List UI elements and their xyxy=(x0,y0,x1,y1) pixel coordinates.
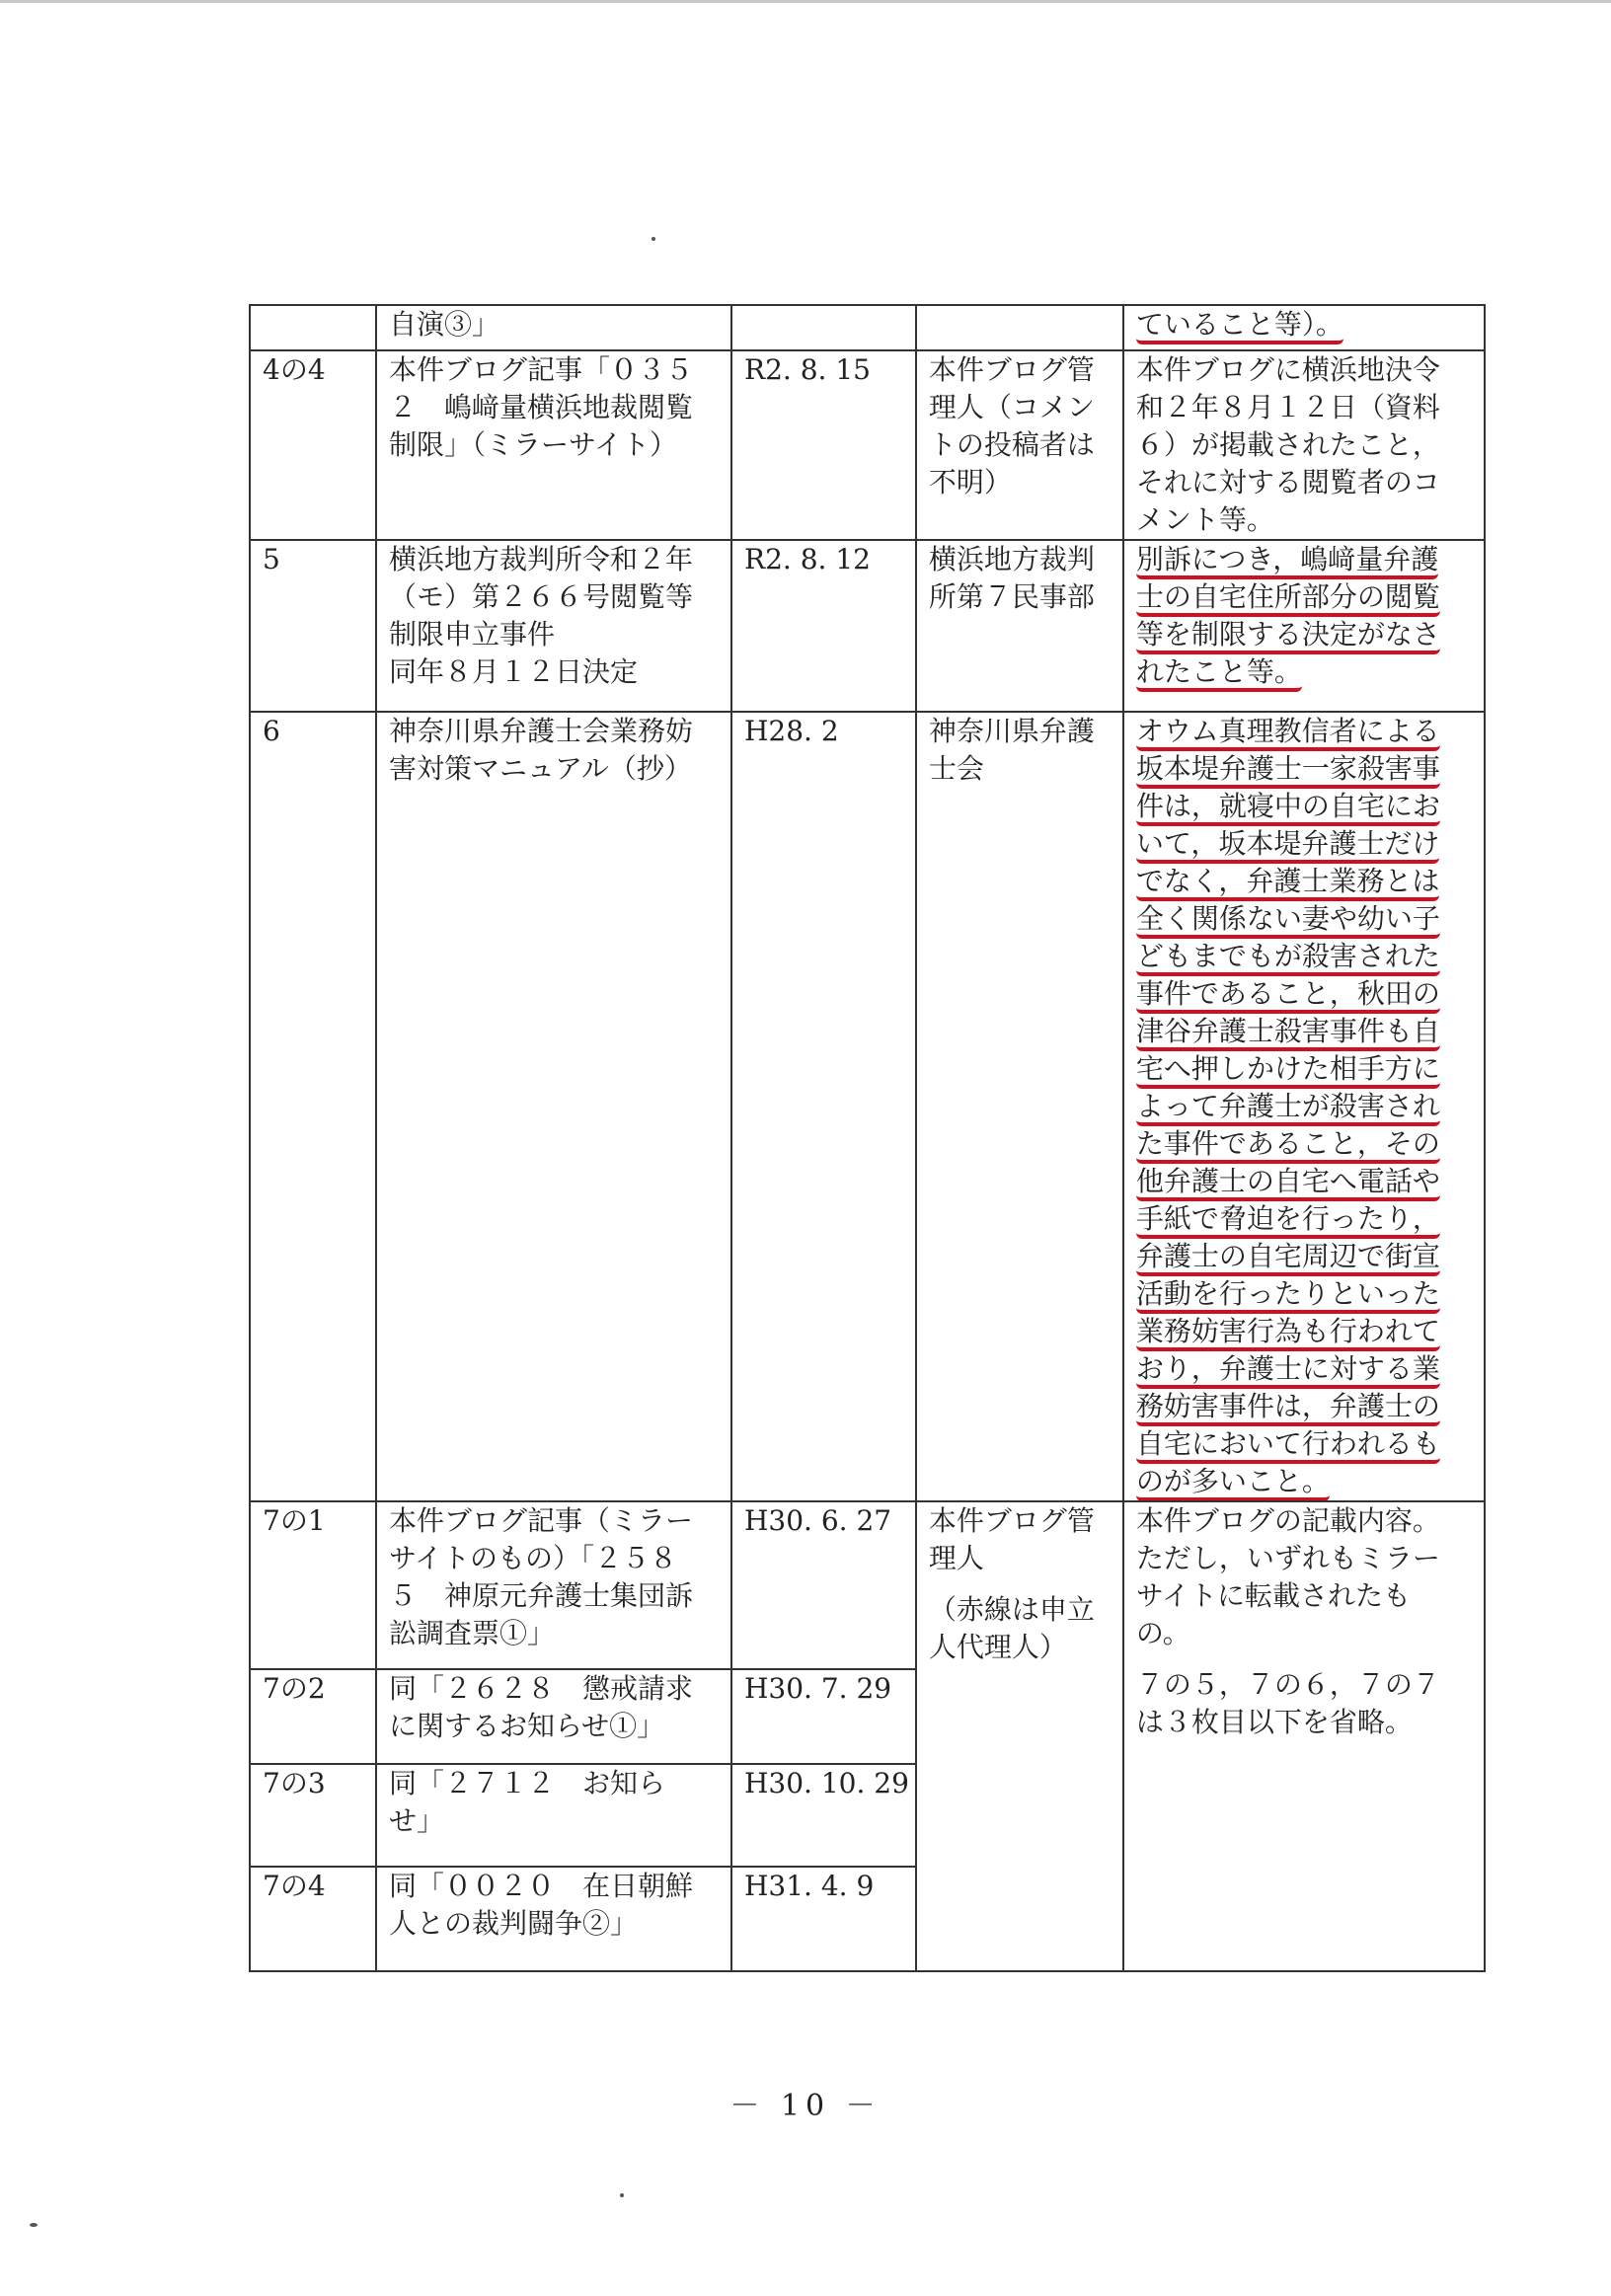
underlined-text: 自宅において行われるも xyxy=(1136,1427,1440,1464)
text-run: 制限」（ミラーサイト） xyxy=(389,428,678,461)
text-run: 理人 xyxy=(928,1542,984,1574)
cell-title xyxy=(376,1501,731,1669)
author-note-line xyxy=(929,1591,1116,1629)
text-run: 理人（コメン xyxy=(928,391,1095,423)
content-line xyxy=(1136,1313,1478,1350)
content-line xyxy=(1136,653,1478,691)
content-line xyxy=(1136,863,1478,900)
cell-author xyxy=(916,540,1123,712)
cell-evidence-number xyxy=(250,1669,376,1764)
text-run: （赤線は申立 xyxy=(928,1593,1095,1626)
text-run: 制限申立事件 xyxy=(389,618,556,651)
text-run: サイトに転載されたも xyxy=(1135,1579,1411,1612)
evidence-table xyxy=(249,304,1486,1972)
underlined-text: よって弁護士が殺害され xyxy=(1136,1090,1440,1126)
title-line xyxy=(389,653,725,691)
content-line xyxy=(1136,1275,1478,1313)
underlined-text: どもまでもが殺害された xyxy=(1136,940,1440,976)
title-line xyxy=(389,351,725,389)
title-line xyxy=(389,541,725,578)
title-line xyxy=(389,1540,725,1577)
content-line xyxy=(1136,351,1478,389)
cell-date xyxy=(731,1501,916,1669)
underlined-text: 津谷弁護士殺害事件も自 xyxy=(1136,1015,1440,1051)
title-line xyxy=(389,1765,725,1802)
author-line xyxy=(929,351,1116,389)
title-line xyxy=(389,1577,725,1615)
author-note-line xyxy=(929,1629,1116,1666)
title-line xyxy=(389,1670,725,1708)
underlined-text: 士の自宅住所部分の閲覧 xyxy=(1136,580,1440,617)
text-run: 自演③」 xyxy=(389,308,500,341)
text-run: 同「２７１２ お知ら xyxy=(389,1767,666,1799)
spacer xyxy=(1136,1652,1478,1666)
cell-title xyxy=(376,712,731,1501)
underlined-text: おり，弁護士に対する業 xyxy=(1136,1352,1440,1389)
spacer xyxy=(929,1577,1116,1591)
cell-date xyxy=(731,712,916,1501)
content-note-line xyxy=(1136,1704,1478,1741)
content-line xyxy=(1136,825,1478,863)
cell-evidence-number xyxy=(250,712,376,1501)
content-line xyxy=(1136,464,1478,501)
text-run: 横浜地方裁判 xyxy=(928,543,1095,575)
title-line xyxy=(389,616,725,653)
table-row xyxy=(250,350,1485,540)
text-run: 人代理人） xyxy=(928,1631,1067,1663)
cell-date xyxy=(731,1867,916,1971)
document-date: R2. 8. 12 xyxy=(744,543,871,575)
underlined-text: 全く関係ない妻や幼い子 xyxy=(1136,902,1440,939)
scan-speck xyxy=(652,237,655,241)
content-line xyxy=(1136,1502,1478,1540)
cell-evidence-number xyxy=(250,1867,376,1971)
document-date: H30. 10. 29 xyxy=(744,1767,909,1799)
underlined-text: 事件であること，秋田の xyxy=(1136,977,1440,1014)
underlined-text: 坂本堤弁護士一家殺害事 xyxy=(1136,752,1440,789)
author-line xyxy=(929,426,1116,464)
evidence-number: 7の1 xyxy=(263,1504,326,1537)
text-run: は３枚目以下を省略。 xyxy=(1135,1706,1413,1738)
cell-title xyxy=(376,305,731,350)
text-run: 不明） xyxy=(928,466,1012,498)
document-date: H30. 7. 29 xyxy=(744,1672,892,1705)
cell-date xyxy=(731,1764,916,1867)
title-line xyxy=(389,1708,725,1745)
underlined-text: れたこと等。 xyxy=(1136,655,1302,692)
content-line xyxy=(1136,426,1478,464)
author-line xyxy=(929,578,1116,616)
text-run: 本件ブログに横浜地決令 xyxy=(1135,353,1440,386)
page-number: － 10 － xyxy=(729,2089,882,2123)
cell-author xyxy=(916,305,1123,350)
text-run: 所第７民事部 xyxy=(928,580,1095,613)
text-run: 本件ブログの記載内容。 xyxy=(1135,1504,1440,1537)
title-line xyxy=(389,750,725,788)
content-line xyxy=(1136,616,1478,653)
content-line xyxy=(1136,578,1478,616)
underlined-text: 宅へ押しかけた相手方に xyxy=(1136,1052,1440,1089)
title-line xyxy=(389,426,725,464)
table-row xyxy=(250,305,1485,350)
text-run: サイトのもの）「２５８ xyxy=(389,1542,678,1574)
cell-proof-content xyxy=(1123,350,1485,540)
cell-date xyxy=(731,305,916,350)
cell-title xyxy=(376,1764,731,1867)
text-run: 本件ブログ管 xyxy=(928,1504,1095,1537)
underlined-text: オウム真理教信者による xyxy=(1136,715,1440,751)
evidence-number: 7の2 xyxy=(263,1672,326,1705)
title-line xyxy=(389,1502,725,1540)
cell-evidence-number xyxy=(250,1501,376,1669)
content-line xyxy=(1136,1200,1478,1238)
cell-title xyxy=(376,1669,731,1764)
underlined-text: た事件であること，その xyxy=(1136,1127,1440,1164)
text-run: 士会 xyxy=(928,752,984,785)
cell-evidence-number xyxy=(250,1764,376,1867)
content-line xyxy=(1136,501,1478,539)
content-line xyxy=(1136,1388,1478,1425)
text-run: （モ）第２６６号閲覧等 xyxy=(389,580,694,613)
table-row xyxy=(250,1501,1485,1669)
cell-evidence-number xyxy=(250,540,376,712)
content-line xyxy=(1136,788,1478,825)
cell-evidence-number xyxy=(250,305,376,350)
cell-proof-content xyxy=(1123,305,1485,350)
document-date: H28. 2 xyxy=(744,715,839,747)
content-line xyxy=(1136,1013,1478,1050)
cell-proof-content xyxy=(1123,712,1485,1501)
text-run: 本件ブログ記事（ミラー xyxy=(389,1504,694,1537)
title-line xyxy=(389,578,725,616)
text-run: 同「００２０ 在日朝鮮 xyxy=(389,1870,694,1902)
underlined-text: 他弁護士の自宅へ電話や xyxy=(1136,1165,1440,1201)
cell-author xyxy=(916,350,1123,540)
content-line xyxy=(1136,1163,1478,1200)
underlined-text: 手紙で脅迫を行ったり， xyxy=(1136,1202,1440,1239)
text-run: 訟調査票①」 xyxy=(389,1617,556,1649)
underlined-text: 務妨害事件は，弁護士の xyxy=(1136,1390,1440,1426)
evidence-number: 4の4 xyxy=(263,353,326,386)
author-line xyxy=(929,389,1116,426)
text-run: 同年８月１２日決定 xyxy=(389,655,639,688)
underlined-text: 等を制限する決定がなさ xyxy=(1136,618,1440,654)
evidence-number: 5 xyxy=(263,543,280,575)
evidence-number: 7の3 xyxy=(263,1767,326,1799)
content-line xyxy=(1136,975,1478,1013)
text-run: 和２年８月１２日（資料 xyxy=(1135,391,1440,423)
text-run: 神奈川県弁護 xyxy=(928,715,1095,747)
title-line xyxy=(389,1802,725,1840)
evidence-number: 6 xyxy=(263,715,280,747)
content-line xyxy=(1136,1615,1478,1652)
document-date: H30. 6. 27 xyxy=(744,1504,892,1537)
text-run: それに対する閲覧者のコ xyxy=(1135,466,1440,498)
evidence-table-body xyxy=(250,305,1485,1971)
scan-speck xyxy=(620,2193,624,2197)
author-line xyxy=(929,1540,1116,1577)
document-date: R2. 8. 15 xyxy=(744,353,871,386)
content-note-line xyxy=(1136,1666,1478,1704)
author-line xyxy=(929,750,1116,788)
cell-evidence-number xyxy=(250,350,376,540)
text-run: の。 xyxy=(1135,1617,1190,1649)
underlined-text: 弁護士の自宅周辺で街宣 xyxy=(1136,1240,1440,1276)
content-line xyxy=(1136,1050,1478,1088)
content-line xyxy=(1136,1540,1478,1577)
cell-proof-content-shared xyxy=(1123,1501,1485,1971)
cell-proof-content xyxy=(1123,540,1485,712)
cell-title xyxy=(376,350,731,540)
title-line xyxy=(389,1905,725,1943)
text-run: に関するお知らせ①」 xyxy=(389,1710,665,1742)
content-line xyxy=(1136,1088,1478,1125)
cell-author xyxy=(916,712,1123,1501)
content-line xyxy=(1136,713,1478,750)
scan-top-edge xyxy=(0,0,1611,3)
scan-speck xyxy=(30,2223,38,2227)
content-line xyxy=(1136,1125,1478,1163)
evidence-number: 7の4 xyxy=(263,1870,326,1902)
document-date: H31. 4. 9 xyxy=(744,1870,875,1902)
text-run: メント等。 xyxy=(1135,503,1274,536)
text-run: ７の５，７の６，７の７ xyxy=(1135,1668,1440,1701)
title-line xyxy=(389,713,725,750)
underlined-text: いて，坂本堤弁護士だけ xyxy=(1136,827,1439,864)
underlined-text: 業務妨害行為も行われて xyxy=(1136,1315,1440,1351)
content-line xyxy=(1136,1463,1478,1500)
author-line xyxy=(929,464,1116,501)
underlined-text: でなく，弁護士業務とは xyxy=(1136,865,1439,901)
text-run: ただし，いずれもミラー xyxy=(1135,1542,1440,1574)
cell-date xyxy=(731,1669,916,1764)
content-line xyxy=(1136,1425,1478,1463)
author-line xyxy=(929,541,1116,578)
text-run: 本件ブログ記事「０３５ xyxy=(389,353,694,386)
cell-date xyxy=(731,540,916,712)
table-row xyxy=(250,540,1485,712)
author-line xyxy=(929,1502,1116,1540)
text-run: ５ 神原元弁護士集団訴 xyxy=(389,1579,694,1612)
text-run: 横浜地方裁判所令和２年 xyxy=(389,543,694,575)
text-run: 人との裁判闘争②」 xyxy=(389,1907,639,1940)
underlined-text: 別訴につき，嶋﨑量弁護 xyxy=(1136,543,1438,579)
author-line xyxy=(929,713,1116,750)
text-run: せ」 xyxy=(389,1804,445,1837)
content-line xyxy=(1136,1350,1478,1388)
content-line xyxy=(1136,750,1478,788)
text-run: 同「２６２８ 懲戒請求 xyxy=(389,1672,694,1705)
cell-author-shared xyxy=(916,1501,1123,1971)
content-line xyxy=(1136,389,1478,426)
text-run: ６）が掲載されたこと， xyxy=(1135,428,1440,461)
cell-title xyxy=(376,540,731,712)
underlined-text: ていること等）。 xyxy=(1136,308,1343,344)
underlined-text: 活動を行ったりといった xyxy=(1136,1277,1440,1314)
title-line xyxy=(389,1868,725,1905)
text-run: 神奈川県弁護士会業務妨 xyxy=(389,715,694,747)
cell-title xyxy=(376,1867,731,1971)
text-run: トの投稿者は xyxy=(928,428,1095,461)
underlined-text: 件は，就寝中の自宅にお xyxy=(1136,790,1440,826)
content-line xyxy=(1136,1577,1478,1615)
content-line xyxy=(1136,306,1478,344)
cell-date xyxy=(731,350,916,540)
content-line xyxy=(1136,1238,1478,1275)
content-line xyxy=(1136,938,1478,975)
underlined-text: のが多いこと。 xyxy=(1136,1465,1330,1501)
table-row xyxy=(250,712,1485,1501)
text-run: ２ 嶋﨑量横浜地裁閲覧 xyxy=(389,391,694,423)
title-line xyxy=(389,1615,725,1652)
text-run: 害対策マニュアル（抄） xyxy=(389,752,692,785)
content-line xyxy=(1136,900,1478,938)
content-line xyxy=(1136,541,1478,578)
text-run: 本件ブログ管 xyxy=(928,353,1095,386)
title-line xyxy=(389,306,725,344)
title-line xyxy=(389,389,725,426)
